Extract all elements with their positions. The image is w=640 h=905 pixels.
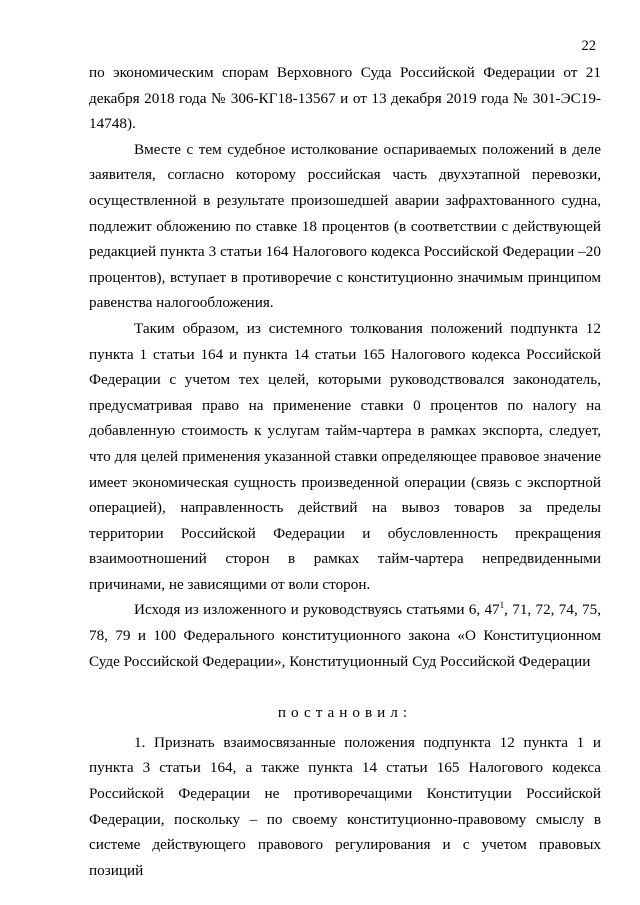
document-body <box>89 60 601 883</box>
paragraph-conclusion: Таким образом, из системного толкования положений подпункта 12 пункта 1 статьи 164 и пункта 14 статьи 165 Налогового кодекса Российской Федерации с учетом тех целей, которыми руководствовался законодатель, предусматривая право на применение ставки 0 процентов по налогу на добавленную стоимость к услугам тайм-чартера в рамках экспорта, следует, что для целей применения указанной ставки определяющее правовое значение имеет экономическая сущность произведенной операции (связь с экспортной операцией), направленность действий на вывоз товаров за пределы территории Российской Федерации и обусловленность прекращения взаимоотношений сторон в рамках тайм-чартера непредвиденными причинами, не зависящими от воли сторон. <box>89 319 601 593</box>
page-number: 22 <box>581 38 596 54</box>
paragraph-interpretation: Вместе с тем судебное истолкование оспариваемых положений в деле заявителя, согласно которому российская часть двухэтапной перевозки, осуществленной в результате произошедшей аварии зафрахтованного судна, подлежит обложению по ставке 18 процентов (в соответствии с действующей редакцией пункта 3 статьи 164 Налогового кодекса Российской Федерации –20 процентов), вступает в противоречие с конституционно значимым принципом равенства налогообложения. <box>89 140 601 312</box>
paragraph-continuation: по экономическим спорам Верховного Суда Российской Федерации от 21 декабря 2018 года № 306-КГ18-13567 и от 13 декабря 2019 года № 301-ЭС19-14748). <box>89 64 601 133</box>
closing-text-start: Исходя из изложенного и руководствуясь статьями 6, 47 <box>134 601 500 619</box>
article-superscript: 1 <box>499 600 505 611</box>
resolution-item-1: 1. Признать взаимосвязанные положения подпункта 12 пункта 1 и пункта 3 статьи 164, а также пункта 14 статьи 165 Налогового кодекса Российской Федерации не противоречащими Конституции Российской Федерации, поскольку – по своему конституционно-правовому смыслу в системе действующего правового регулирования и с учетом правовых позиций <box>89 733 601 879</box>
resolution-heading: постановил: <box>277 704 413 722</box>
paragraph-closing <box>89 597 601 674</box>
closing-text-end: , 71, 72, 74, 75, 78, 79 и 100 Федерального конституционного закона «О Конституционном Суде Российской Федерации», Конституционный Суд Российской Федерации <box>89 601 601 670</box>
